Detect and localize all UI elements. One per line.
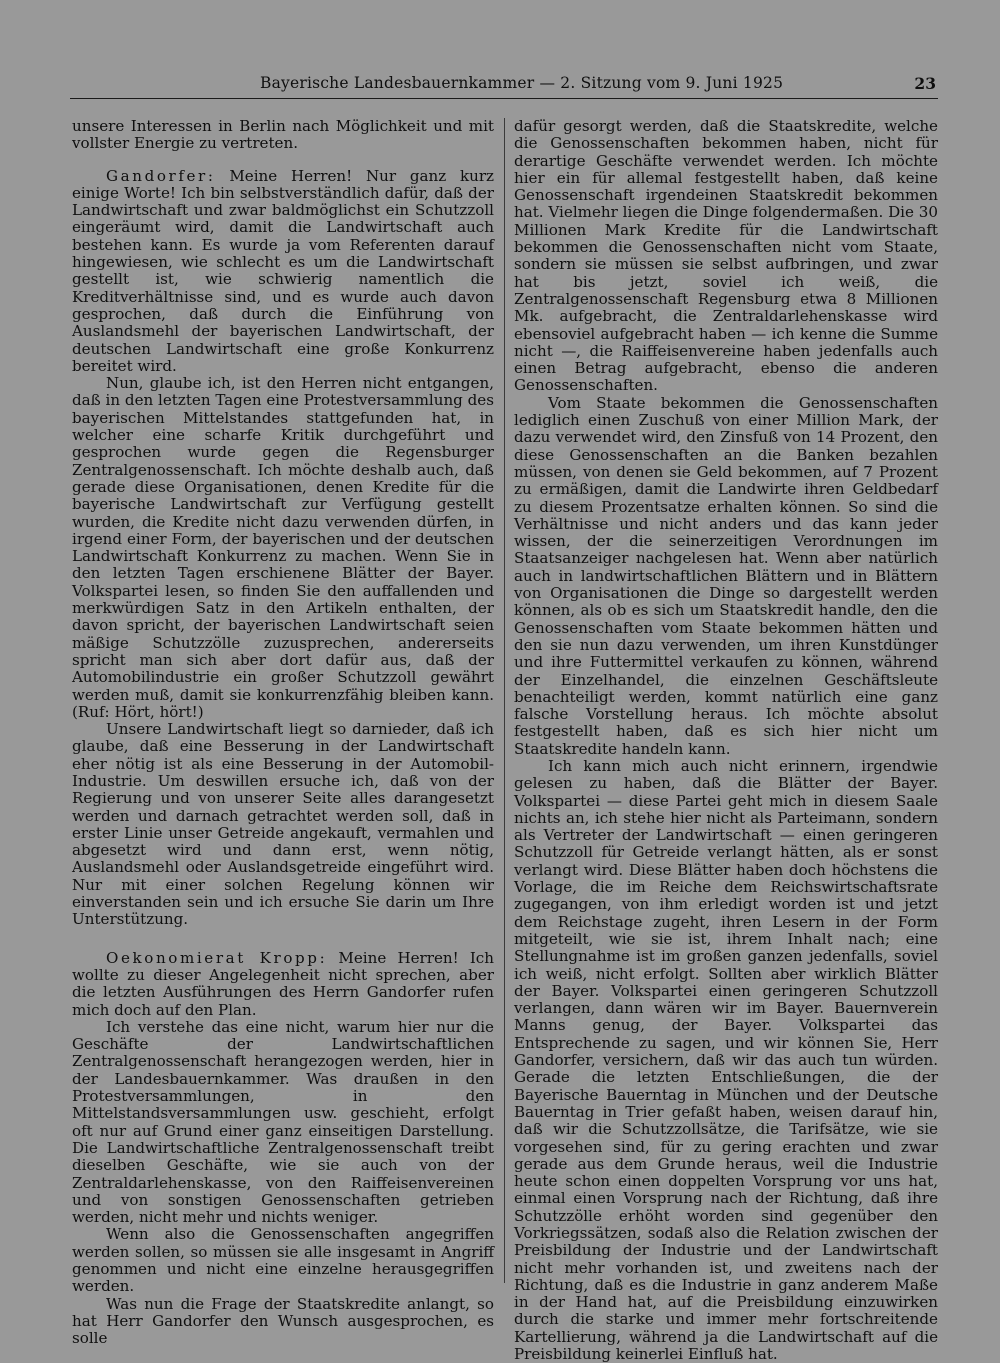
paragraph: Vom Staate bekommen die Genossenschaften lediglich einen Zuschuß von einer Million Mark, der dazu verwendet wird, den Zinsfuß von 14 Prozent, den diese Genossenschaften an die Banken bezahlen müssen, von denen sie Geld bekommen, auf 7 Prozent zu ermäßigen, damit die Landwirte ihren Geldbedarf zu diesem Prozentsatze erhalten können. So sind die Verhältnisse und nicht anders und das kann jeder wissen, der die seinerzeitigen Verordnungen im Staatsanzeiger nachgelesen hat. Wenn aber natürlich auch in landwirtschaftlichen Blättern und in Blättern von Organisationen die Dinge so dargestellt werden können, als ob es sich um Staatskredit handle, den die Genossenschaften vom Staate bekommen hätten und den sie nun dazu verwenden, um ihren Kunstdünger und ihre Futtermittel verkaufen zu können, während der Einzelhandel, die einzelnen Geschäftsleute benachteiligt werden, kommt natürlich eine ganz falsche Vorstellung heraus. Ich möchte absolut festgestellt haben, daß es sich hier nicht um Staatskredite handeln kann. (514, 393, 938, 758)
paragraph: Nun, glaube ich, ist den Herren nicht entgangen, daß in den letzten Tagen eine Protestversammlung des bayerischen Mittelstandes stattgefunden hat, in welcher eine scharfe Kritik durchgeführt und gesprochen wurde gegen die Regensburger Zentralgenossenschaft. Ich möchte deshalb auch, daß gerade diese Organisationen, denen Kredite für die bayerische Landwirtschaft zur Verfügung gestellt wurden, die Kredite nicht dazu verwenden dürfen, in irgend einer Form, der bayerischen und der deutschen Landwirtschaft Konkurrenz zu machen. Wenn Sie in den letzten Tagen erschienene Blätter der Bayer. Volkspartei lesen, so finden Sie den auffallenden und merkwürdigen Satz in den Artikeln enthalten, der davon spricht, der bayerischen Landwirtschaft seien mäßige Schutzzölle zuzusprechen, andererseits spricht man sich aber dort dafür aus, daß der Automobilindustrie ein großer Schutzzoll gewährt werden muß, damit sie konkurrenzfähig bleiben kann. (Ruf: Hört, hört!) (72, 374, 494, 721)
right-column (514, 117, 938, 1363)
paragraph: Ich verstehe das eine nicht, warum hier nur die Geschäfte der Landwirtschaftlichen Zentralgenossenschaft herangezogen werden, hier in der Landesbauernkammer. Was draußen in den Protestversammlungen, in den Mittelstandsversammlungen usw. geschieht, erfolgt oft nur auf Grund einer ganz einseitigen Darstellung. Die Landwirtschaftliche Zentralgenossenschaft treibt dieselben Geschäfte, wie sie auch von der Zentraldarlehenskasse, von den Raiffeisenvereinen und von sonstigen Genossenschaften getrieben werden, nicht mehr und nichts weniger. (72, 1017, 494, 1227)
paragraph: Wenn also die Genossenschaften angegriffen werden sollen, so müssen sie alle insgesamt in Angriff genommen und nicht eine einzelne herausgegriffen werden. (72, 1225, 494, 1296)
speech-text: Meine Herren! Nur ganz kurz einige Worte! Ich bin selbstverständlich dafür, daß der Landwirtschaft und zwar baldmöglichst ein Schutzzoll eingeräumt wird, damit die Landwirtschaft auch bestehen kann. Es wurde ja vom Referenten darauf hingewiesen, wie schlecht es um die Landwirtschaft gestellt ist, wie schwierig namentlich die Kreditverhältnisse sind, und es wurde auch davon gesprochen, daß durch die Einführung von Auslandsmehl der bayerischen Landwirtschaft, der deutschen Landwirtschaft eine große Konkurrenz bereitet wird. (72, 166, 494, 375)
header-title: Bayerische Landesbauernkammer — 2. Sitzung vom 9. Juni 1925 (260, 74, 784, 92)
speaker-name: Gandorfer: (106, 166, 216, 185)
page-number: 23 (914, 74, 936, 93)
speech-paragraph (72, 168, 494, 376)
paragraph: Ich kann mich auch nicht erinnern, irgendwie gelesen zu haben, daß die Blätter der Bayer. Volkspartei — diese Partei geht mich in diesem Saale nichts an, ich stehe hier nicht als Parteimann, sondern als Vertreter der Landwirtschaft — einen geringeren Schutzzoll für Getreide verlangt hätten, als er sonst verlangt wird. Diese Blätter haben doch höchstens die Vorlage, die im Reiche dem Reichswirtschaftsrate zugegangen, von ihm erledigt worden ist und jetzt dem Reichstage zugeht, ihren Lesern in der Form mitgeteilt, wie sie ist, ihrem Inhalt nach; eine Stellungnahme ist im großen ganzen jedenfalls, soviel ich weiß, nicht erfolgt. Sollten aber wirklich Blätter der Bayer. Volkspartei einen geringeren Schutzzoll verlangen, dann wären wir im Bayer. Bauernverein Manns genug, der Bayer. Volkspartei das Entsprechende zu sagen, und wir können Sie, Herr Gandorfer, versichern, daß wir das auch tun würden. Gerade die letzten Entschließungen, die der Bayerische Bauerntag in München und der Deutsche Bauerntag in Trier gefaßt haben, weisen darauf hin, daß wir die Schutzzollsätze, die Tarifsätze, wie sie vorgesehen sind, für zu gering erachten und zwar gerade aus dem Grunde heraus, weil die Industrie heute schon einen doppelten Vorsprung vor uns hat, einmal einen Vorsprung nach der Richtung, daß ihre Schutzzölle erhöht worden sind gegenüber den Vorkriegssätzen, sodaß also die Relation zwischen der Preisbildung der Industrie und der Landwirtschaft nicht mehr vorhanden ist, und zweitens nach der Richtung, daß es die Industrie in ganz anderem Maße in der Hand hat, auf die Preisbildung einzuwirken durch die starke und immer mehr fortschreitende Kartellierung, während ja die Landwirtschaft auf die Preisbildung keinerlei Einfluß hat. (514, 756, 938, 1363)
paragraph: Unsere Landwirtschaft liegt so darnieder, daß ich glaube, daß eine Besserung in der Landwirtschaft eher nötig ist als eine Besserung in der Automobil-Industrie. Um deswillen ersuche ich, daß von der Regierung und von unserer Seite alles darangesetzt werden und darnach getrachtet werden soll, daß in erster Linie unser Getreide angekauft, vermahlen und abgesetzt wird und dann erst, wenn nötig, Auslandsmehl oder Auslandsgetreide eingeführt wird. Nur mit einer solchen Regelung können wir einverstanden sein und ich ersuche Sie darin um Ihre Unterstützung. (72, 720, 494, 929)
paragraph: dafür gesorgt werden, daß die Staatskredite, welche die Genossenschaften bekommen haben, nicht für derartige Geschäfte verwendet werden. Ich möchte hier ein für allemal festgestellt haben, daß keine Genossenschaft irgendeinen Staatskredit bekommen hat. Vielmehr liegen die Dinge folgendermaßen. Die 30 Millionen Mark Kredite für die Landwirtschaft bekommen die Genossenschaften nicht vom Staate, sondern sie müssen sie selbst aufbringen, und zwar hat bis jetzt, soviel ich weiß, die Zentralgenossenschaft Regensburg etwa 8 Millionen Mk. aufgebracht, die Zentraldarlehenskasse wird ebensoviel aufgebracht haben — ich kenne die Summe nicht —, die Raiffeisenvereine haben jedenfalls auch einen Betrag aufgebracht, ebenso die anderen Genossenschaften. (514, 117, 938, 395)
column-divider (504, 118, 505, 1283)
running-header (70, 74, 938, 99)
paragraph: unsere Interessen in Berlin nach Möglichkeit und mit vollster Energie zu vertreten. (72, 117, 494, 153)
paragraph: Was nun die Frage der Staatskredite anlangt, so hat Herr Gandorfer den Wunsch ausgesprochen, es solle (72, 1294, 494, 1348)
speaker-name: Oekonomierat Kropp: (106, 948, 328, 967)
speech-paragraph (72, 950, 494, 1019)
speech-text: Meine Herren! Ich wollte zu dieser Angelegenheit nicht sprechen, aber die letzten Ausführungen des Herrn Gandorfer rufen mich doch auf den Plan. (72, 948, 494, 1019)
left-column (72, 117, 494, 1348)
